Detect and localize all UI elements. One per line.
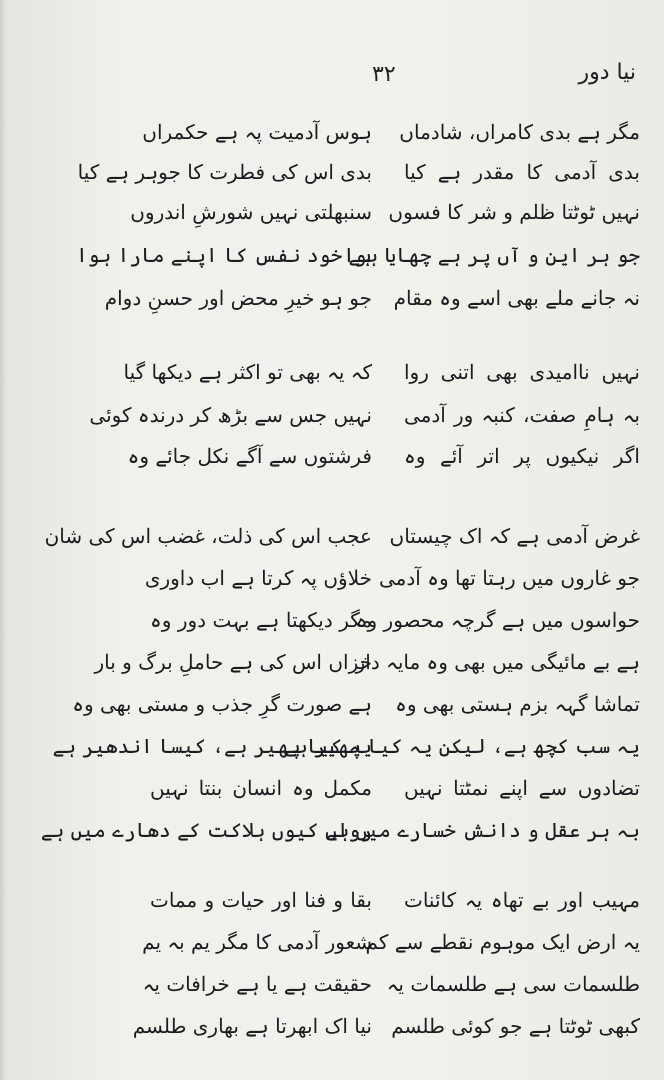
verse-line: شعور آدمی کا مگر یم بہ یم (142, 930, 372, 954)
verse-line: فرشتوں سے آگے نکل جائے وہ (127, 444, 372, 468)
page-header (0, 52, 664, 92)
verse-line: یہ ارض ایک موہوم نقطے سے کم (365, 930, 640, 954)
verse-line: حقیقت ہے یا ہے خرافات یہ (142, 972, 372, 996)
page-number: ۳۲ (372, 62, 396, 87)
verse-line: کہ یہ بھی تو اکثر ہے دیکھا گیا (123, 360, 372, 384)
verse-line: غرض آدمی ہے کہ اک چیستاں (389, 524, 640, 548)
verse-line: بدی آدمی کا مقدر ہے کیا (404, 160, 640, 184)
journal-title: نیا دور (578, 60, 636, 85)
verse-line: عجب اس کی ذلت، غضب اس کی شان (44, 524, 372, 548)
verse-line: کبھی ٹوٹتا ہے جو کوئی طلسم (391, 1014, 640, 1038)
verse-line: مہیب اور بے تھاہ یہ کائنات (404, 888, 640, 912)
verse-line: اگر نیکیوں پر اتر آئے وہ (404, 444, 640, 468)
verse-line: ہے صورت گرِ جذب و مستی بھی وہ (72, 692, 372, 716)
verse-line: ہوس آدمیت پہ ہے حکمراں (142, 120, 372, 144)
verse-line: مکمل وہ انسان بنتا نہیں (150, 776, 372, 800)
verse-line: بہ ہر عقل و دانش خسارے میں ہے (325, 818, 640, 842)
verse-line: نہ جانے ملے بھی اسے وہ مقام (393, 286, 640, 310)
verse-line: حواسوں میں ہے گرچہ محصور وہ (355, 608, 640, 632)
verse-line: یہ کیا پھیر ہے، کیسا اندھیر ہے (52, 734, 372, 758)
verse-line: جو ہر این و آں پر ہے چھایا ہوا (343, 243, 640, 267)
verse-line: خزاں اس کی ہے حاملِ برگ و بار (94, 650, 372, 674)
verse-line: خلاؤں پہ کرتا ہے اب داوری (144, 566, 372, 590)
verse-line: مگر دیکھتا ہے بہت دور وہ (150, 608, 372, 632)
verse-line: سنبھلتی نہیں شورشِ اندروں (130, 200, 372, 224)
verse-line: یہ سب کچھ ہے، لیکن یہ کیا پھیر ہے (284, 734, 640, 758)
verse-line: نہیں جس سے بڑھ کر درندہ کوئی (89, 403, 372, 427)
verse-line: مگر ہے بدی کامراں، شادماں (399, 120, 640, 144)
verse-line: بقا و فنا اور حیات و ممات (150, 888, 372, 912)
verse-line: نہیں ناامیدی بھی اتنی روا (404, 360, 640, 384)
verse-line: ہے خود نفس کا اپنے مارا ہوا (76, 243, 372, 267)
verse-line: ہے بے مائیگی میں بھی وہ مایہ دار (355, 650, 640, 674)
verse-line: جو غاروں میں رہتا تھا وہ آدمی (379, 566, 640, 590)
verse-line: نہیں ٹوٹتا ظلم و شر کا فسوں (388, 200, 640, 224)
verse-line: نیا اک ابھرتا ہے بھاری طلسم (132, 1014, 372, 1038)
verse-line: تضادوں سے اپنے نمٹتا نہیں (404, 776, 640, 800)
verse-line: تماشا گہہ بزم ہستی بھی وہ (395, 692, 640, 716)
verse-line: رواں کیوں ہلاکت کے دھارے میں ہے (40, 818, 372, 842)
verse-line: طلسمات سی ہے طلسمات یہ (386, 972, 640, 996)
verse-line: جو ہو خیرِ محض اور حسنِ دوام (104, 286, 372, 310)
verse-line: بہ ہامِ صفت، کنبہ ور آدمی (404, 403, 640, 427)
verse-line: بدی اس کی فطرت کا جوہر ہے کیا (77, 160, 372, 184)
